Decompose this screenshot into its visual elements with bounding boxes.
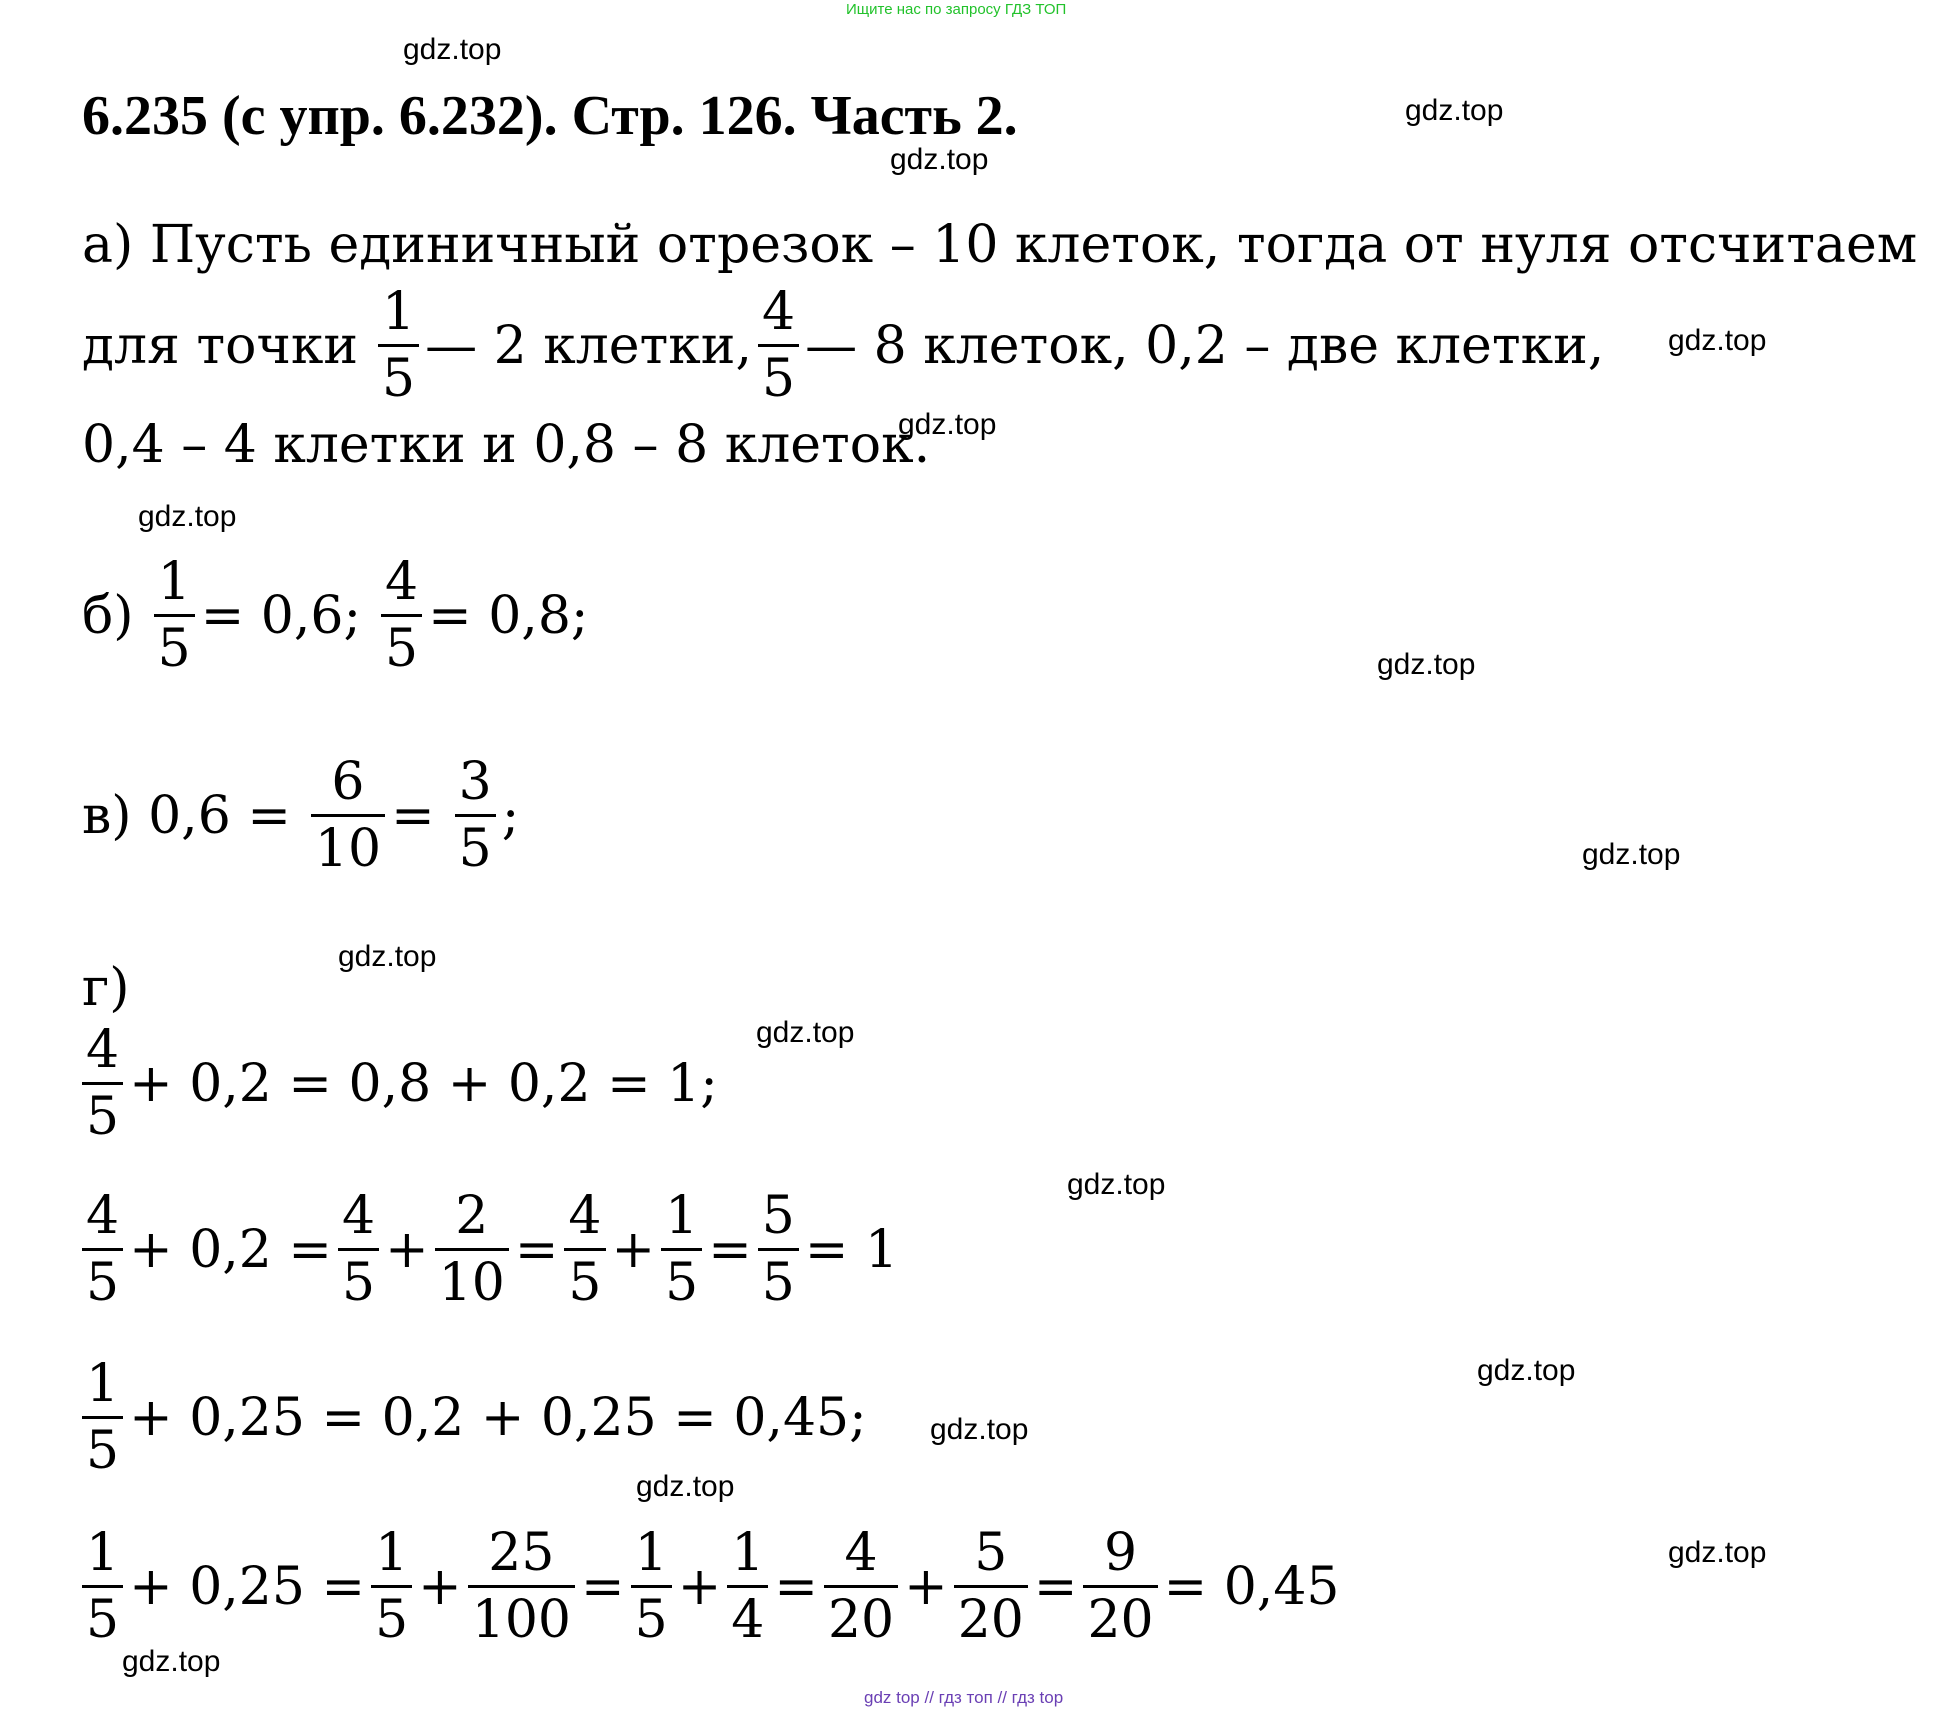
part-a-text1: — 2 клетки,	[425, 315, 752, 376]
part-b-text2: = 0,8;	[428, 585, 589, 646]
row-text: + 0,2 =	[129, 1219, 332, 1280]
watermark: gdz.top	[636, 1470, 735, 1503]
row-text: =	[774, 1556, 818, 1617]
watermark: gdz.top	[898, 408, 997, 441]
part-g-row1	[76, 1020, 718, 1147]
fraction: $\frac{2}{10}$	[435, 1190, 509, 1309]
top-banner: Ищите нас по запросу ГДЗ ТОП	[846, 1, 1067, 18]
watermark: gdz.top	[1377, 648, 1476, 681]
watermark: gdz.top	[1067, 1168, 1166, 1201]
fraction: $\frac{4}{5}$	[82, 1190, 123, 1309]
part-a-text2: — 8 клеток, 0,2 – две клетки,	[805, 315, 1605, 376]
part-b-text1: = 0,6;	[200, 585, 362, 646]
part-g-row4	[76, 1523, 1340, 1650]
row-text: = 1	[804, 1219, 899, 1280]
part-a-line2	[82, 282, 1605, 409]
fraction: $\frac{4}{20}$	[824, 1527, 898, 1646]
fraction: $\frac{4}{5}$	[564, 1190, 605, 1309]
page-title: 6.235 (с упр. 6.232). Стр. 126. Часть 2.	[82, 85, 1018, 147]
row-text: +	[385, 1219, 429, 1280]
fraction: $\frac{1}{4}$	[727, 1527, 768, 1646]
row-text: =	[708, 1219, 752, 1280]
watermark: gdz.top	[756, 1016, 855, 1049]
fraction: $\frac{4}{5}$	[338, 1190, 379, 1309]
footer-links: gdz top // гдз топ // гдз top	[864, 1688, 1064, 1707]
row-text: +	[418, 1556, 462, 1617]
part-b-label: б)	[82, 585, 134, 646]
watermark: gdz.top	[1668, 324, 1767, 357]
row-text: +	[611, 1219, 656, 1280]
watermark: gdz.top	[1477, 1354, 1576, 1387]
part-v-label: в) 0,6 =	[82, 785, 291, 846]
row-text: + 0,25 = 0,2 + 0,25 = 0,45;	[129, 1387, 867, 1448]
watermark: gdz.top	[930, 1413, 1029, 1446]
watermark: gdz.top	[1668, 1536, 1767, 1569]
watermark: gdz.top	[1405, 94, 1504, 127]
fraction: $\frac{5}{5}$	[758, 1190, 799, 1309]
fraction: $\frac{5}{20}$	[954, 1527, 1028, 1646]
part-v-end: ;	[501, 785, 520, 846]
part-g-row2	[76, 1186, 899, 1313]
part-g-label: г)	[82, 958, 130, 1018]
fraction: $\frac{4}{5}$	[381, 556, 422, 675]
row-text: + 0,25 =	[129, 1556, 366, 1617]
watermark: gdz.top	[122, 1645, 221, 1678]
part-v-eq: =	[391, 785, 435, 846]
fraction: $\frac{4}{5}$	[82, 1024, 123, 1143]
row-text: = 0,45	[1163, 1556, 1340, 1617]
fraction: $\frac{3}{5}$	[455, 756, 496, 875]
row-text: =	[581, 1556, 625, 1617]
fraction: $\frac{1}{5}$	[371, 1527, 412, 1646]
fraction: $\frac{4}{5}$	[758, 286, 799, 405]
part-b	[82, 552, 589, 679]
watermark: gdz.top	[890, 143, 989, 176]
row-text: +	[677, 1556, 722, 1617]
fraction: $\frac{1}{5}$	[631, 1527, 672, 1646]
part-v	[82, 752, 520, 879]
fraction: $\frac{25}{100}$	[468, 1527, 575, 1646]
row-text: +	[904, 1556, 948, 1617]
fraction: $\frac{6}{10}$	[311, 756, 385, 875]
part-g-row3	[76, 1354, 867, 1481]
fraction: $\frac{1}{5}$	[82, 1358, 123, 1477]
fraction: $\frac{9}{20}$	[1083, 1527, 1157, 1646]
row-text: + 0,2 = 0,8 + 0,2 = 1;	[129, 1053, 718, 1114]
part-a-line3: 0,4 – 4 клетки и 0,8 – 8 клеток.	[82, 415, 931, 475]
watermark: gdz.top	[338, 940, 437, 973]
fraction: $\frac{1}{5}$	[82, 1527, 123, 1646]
fraction: $\frac{1}{5}$	[661, 1190, 702, 1309]
row-text: =	[1033, 1556, 1078, 1617]
watermark: gdz.top	[138, 500, 237, 533]
part-a-line1: а) Пусть единичный отрезок – 10 клеток, тогда от нуля отсчитаем	[82, 215, 1918, 275]
part-a-prefix: для точки	[82, 315, 358, 376]
fraction: $\frac{1}{5}$	[378, 286, 419, 405]
watermark: gdz.top	[403, 33, 502, 66]
fraction: $\frac{1}{5}$	[154, 556, 195, 675]
watermark: gdz.top	[1582, 838, 1681, 871]
row-text: =	[514, 1219, 559, 1280]
